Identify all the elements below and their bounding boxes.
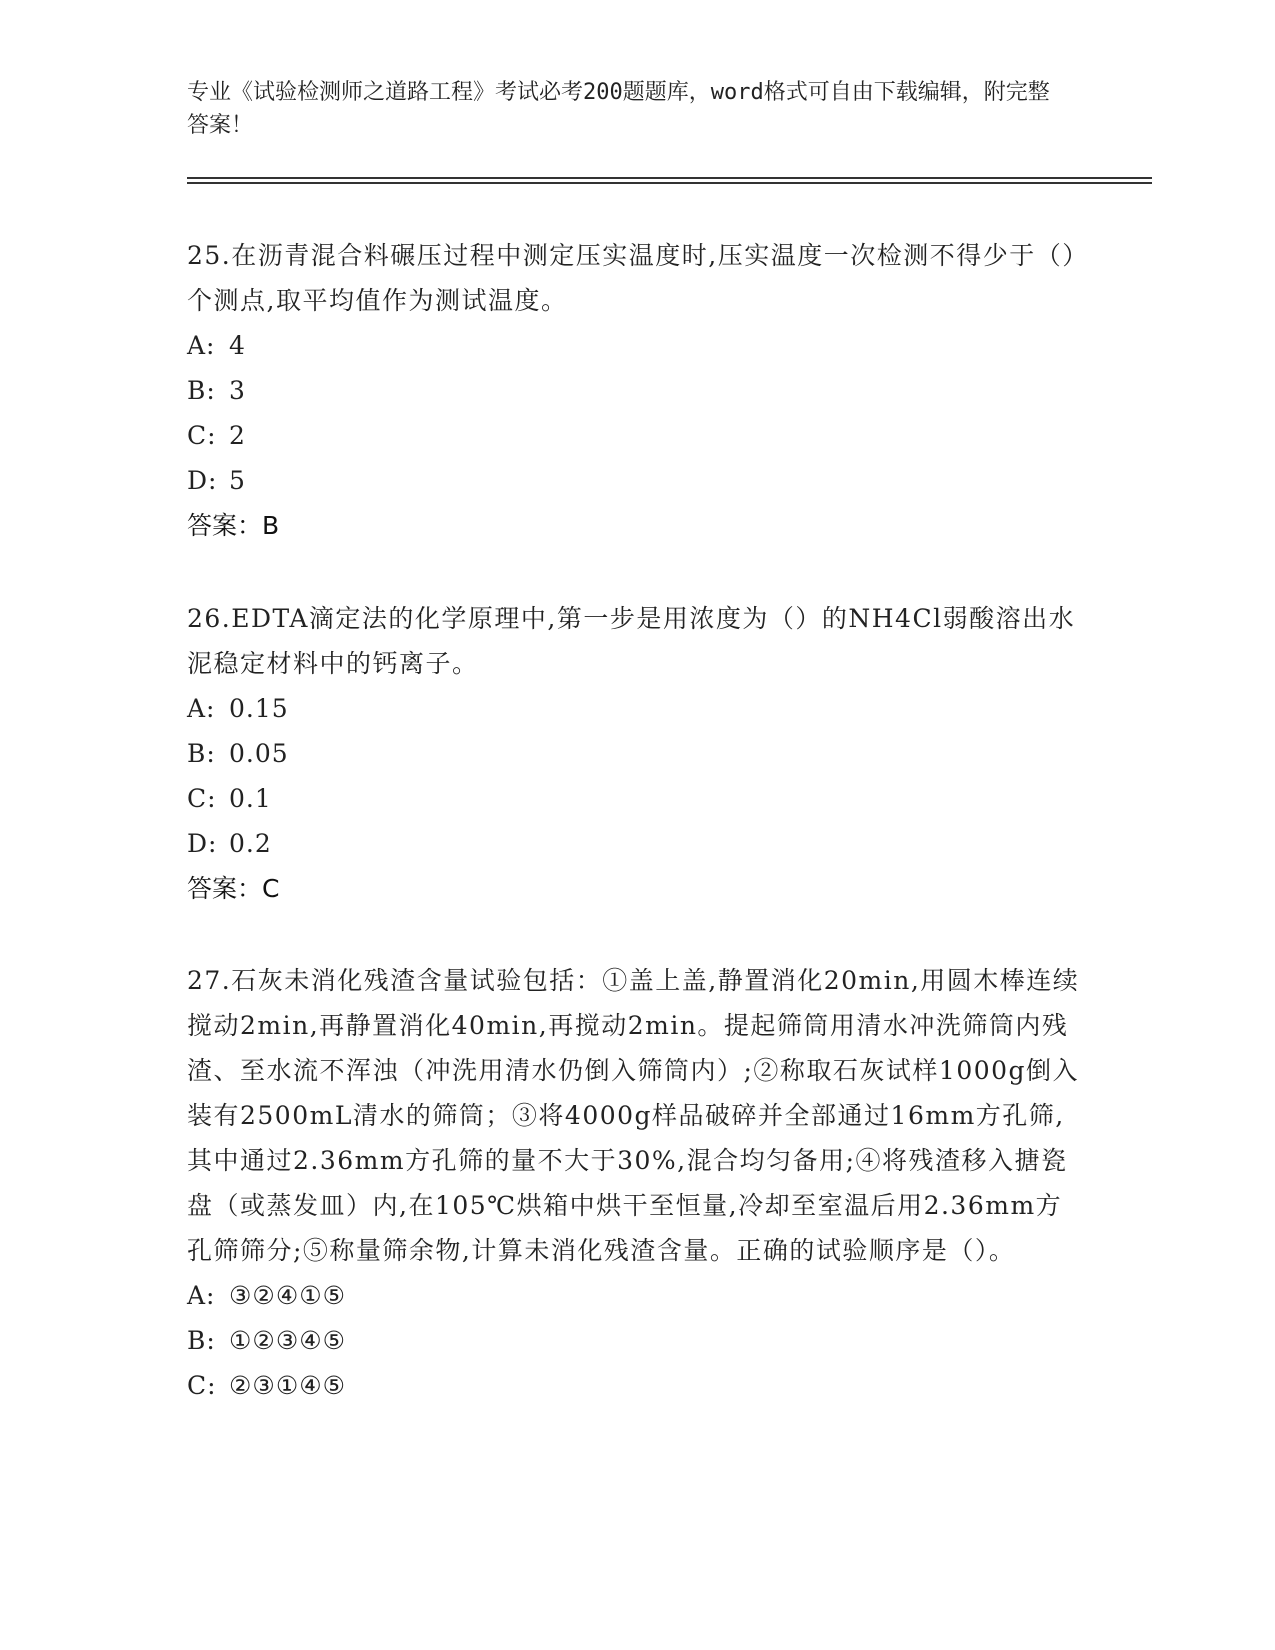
option-label: C: xyxy=(187,784,217,813)
option-c xyxy=(187,1363,1087,1408)
option-label: B: xyxy=(187,1326,216,1355)
option-text: 3 xyxy=(229,376,246,405)
option-a xyxy=(187,686,1087,731)
option-label: C: xyxy=(187,1371,217,1400)
option-d xyxy=(187,821,1087,866)
option-label: B: xyxy=(187,739,216,768)
option-label: D: xyxy=(187,829,218,858)
option-d xyxy=(187,458,1087,503)
header-divider-bottom xyxy=(187,182,1152,184)
option-a xyxy=(187,1273,1087,1318)
option-b xyxy=(187,731,1087,776)
answer: 答案：B xyxy=(187,511,280,540)
option-c xyxy=(187,776,1087,821)
option-label: A: xyxy=(187,1281,216,1310)
option-text: 0.2 xyxy=(229,829,272,858)
option-label: B: xyxy=(187,376,216,405)
question-25 xyxy=(187,233,1087,548)
option-text: ②③①④⑤ xyxy=(229,1371,347,1400)
option-text: 2 xyxy=(229,421,246,450)
option-b xyxy=(187,1318,1087,1363)
question-stem: 25.在沥青混合料碾压过程中测定压实温度时,压实温度一次检测不得少于（）个测点,取平均值作为测试温度。 xyxy=(187,241,1077,315)
option-text: 5 xyxy=(229,466,246,495)
option-label: C: xyxy=(187,421,217,450)
option-label: A: xyxy=(187,694,216,723)
option-label: D: xyxy=(187,466,218,495)
answer: 答案：C xyxy=(187,874,280,903)
option-label: A: xyxy=(187,331,216,360)
question-stem: 26.EDTA滴定法的化学原理中,第一步是用浓度为（）的NH4Cl弱酸溶出水泥稳定材料中的钙离子。 xyxy=(187,604,1076,678)
option-text: 4 xyxy=(229,331,246,360)
option-text: ①②③④⑤ xyxy=(229,1326,347,1355)
option-text: ③②④①⑤ xyxy=(229,1281,347,1310)
question-stem: 27.石灰未消化残渣含量试验包括：①盖上盖,静置消化20min,用圆木棒连续搅动2min,再静置消化40min,再搅动2min。提起筛筒用清水冲洗筛筒内残渣、至水流不浑浊（冲洗用清水仍倒入筛筒内）;②称取石灰试样1000g倒入装有2500mL清水的筛筒；③将4000g样品破碎并全部通过16mm方孔筛,其中通过2.36mm方孔筛的量不大于30%,混合均匀备用;④将残渣移入搪瓷盘（或蒸发皿）内,在105℃烘箱中烘干至恒量,冷却至室温后用2.36mm方孔筛筛分;⑤称量筛余物,计算未消化残渣含量。正确的试验顺序是（）。 xyxy=(187,966,1080,1265)
question-27 xyxy=(187,958,1087,1408)
question-26 xyxy=(187,596,1087,911)
option-text: 0.1 xyxy=(229,784,272,813)
option-c xyxy=(187,413,1087,458)
option-b xyxy=(187,368,1087,413)
header-divider-top xyxy=(187,177,1152,179)
option-a xyxy=(187,323,1087,368)
option-text: 0.05 xyxy=(229,739,289,768)
option-text: 0.15 xyxy=(229,694,289,723)
document-header: 专业《试验检测师之道路工程》考试必考200题题库，word格式可自由下载编辑，附完整答案！ xyxy=(187,80,1050,138)
